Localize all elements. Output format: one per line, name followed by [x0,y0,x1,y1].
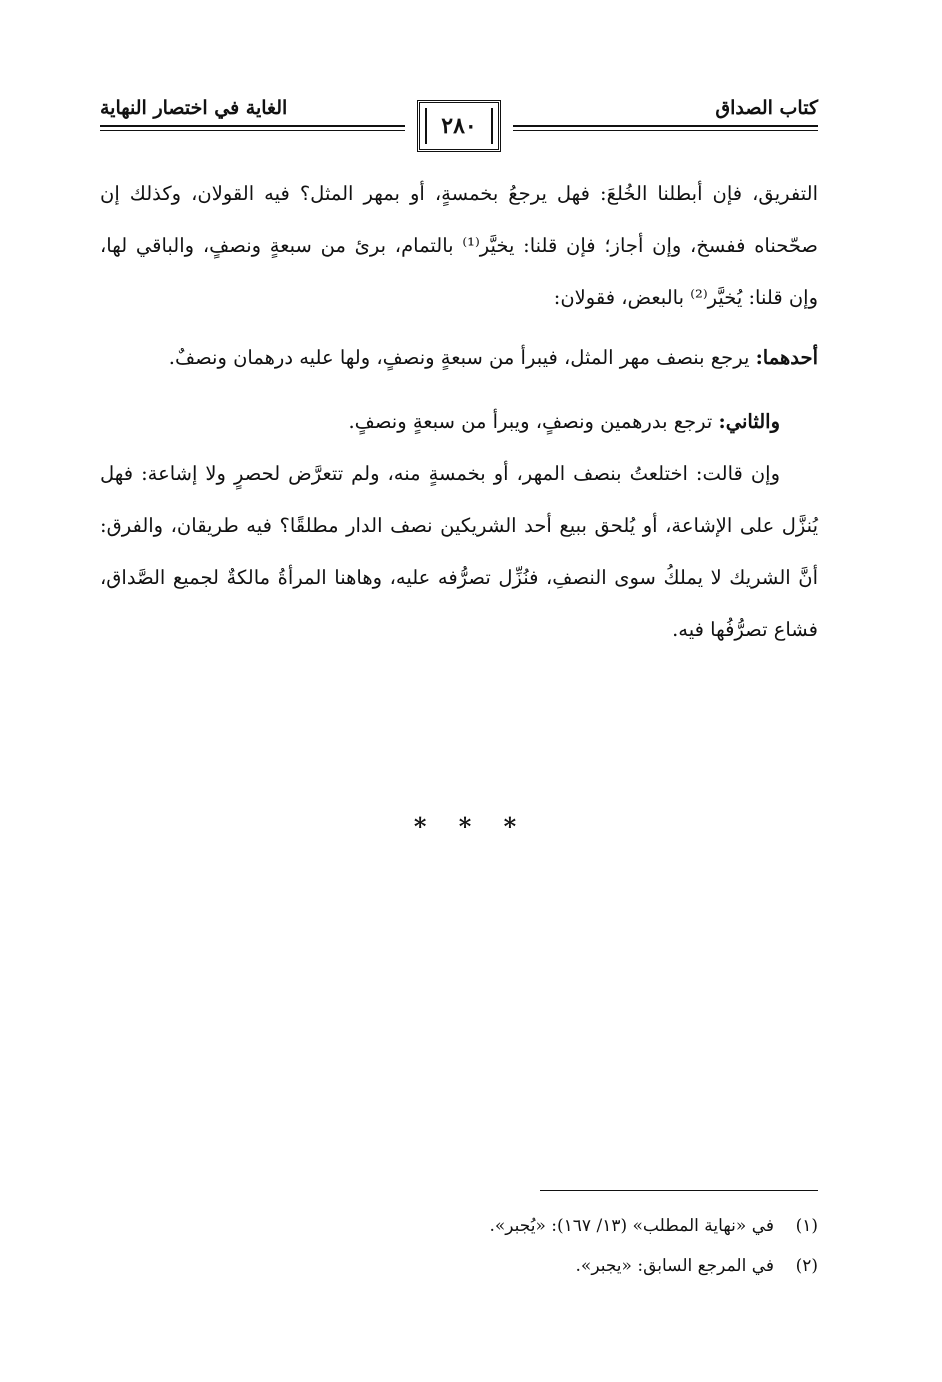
series-title: الغاية في اختصار النهاية [100,97,288,119]
footnote-rule [540,1190,818,1191]
main-text [100,168,818,656]
paragraph-2 [100,332,818,384]
header-rule-right [513,125,818,127]
footnotes [300,1206,818,1286]
footnote-1 [300,1206,818,1246]
book-title: كتاب الصداق [715,97,818,119]
paragraph-1: التفريق، فإن أبطلنا الخُلعَ: فهل يرجعُ بخمسةٍ، أو بمهر المثل؟ فيه القولان، وكذلك إن صحّحناه ففسخ، وإن أجاز؛ فإن قلنا: يخيَّر⁽¹⁾ بالتمام، برئ من سبعةٍ ونصفٍ، والباقي لها، وإن قلنا: يُخيَّر⁽²⁾ بالبعض، فقولان: [100,182,818,309]
footnote-1-number: (١) [795,1216,818,1236]
footnote-1-text: في «نهاية المطلب» (١٣/ ١٦٧): «يُجبر». [489,1216,774,1236]
paragraph-2-text: يرجع بنصف مهر المثل، فيبرأ من سبعةٍ ونصفٍ، ولها عليه درهمان ونصفٌ. [168,346,750,369]
page-number: ٢٨٠ [441,113,477,139]
paragraph-4: وإن قالت: اختلعتُ بنصف المهر، أو بخمسةٍ منه، ولم تتعرَّض لحصرٍ ولا إشاعة: فهل يُنزَّل على الإشاعة، أو يُلحق ببيع أحد الشريكين نصف الدار مطلقًا؟ فيه طريقان، والفرق: أنَّ الشريك لا يملكُ سوى النصفِ، فنُزِّل تصرُّفه عليه، وهاهنا المرأةُ مالكةٌ لجميع الصَّداق، فشاع تصرُّفُها فيه. [100,462,818,641]
footnote-2-number: (٢) [795,1256,818,1276]
paragraph-3-text: ترجع بدرهمين ونصفٍ، ويبرأ من سبعةٍ ونصفٍ. [348,410,713,433]
running-header [100,95,818,165]
paragraph-2-lead: أحدهما: [755,346,818,369]
header-rule-left [100,125,405,127]
paragraph-3 [100,396,818,448]
section-separator: * * * [413,812,529,841]
page-number-frame [417,100,501,152]
footnote-2 [300,1246,818,1286]
footnote-2-text: في المرجع السابق: «يجبر». [575,1256,774,1276]
paragraph-3-lead: والثاني: [718,410,780,433]
